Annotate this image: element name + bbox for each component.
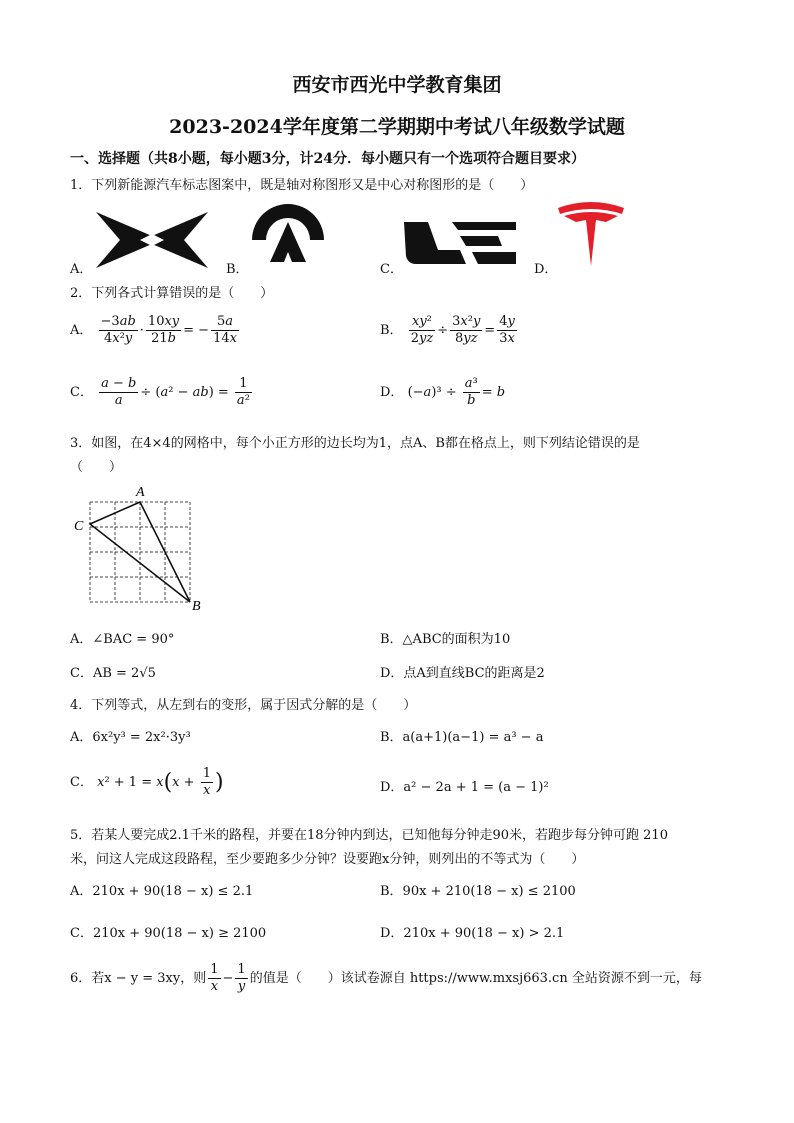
q6-prefix: 6．若x − y = 3xy，则 xyxy=(70,971,207,986)
q3-point-a: A xyxy=(136,485,145,500)
q3-option-a: A．∠BAC = 90° xyxy=(70,632,175,647)
q5-option-a: A．210x + 90(18 − x) ≤ 2.1 xyxy=(70,884,254,899)
question-3-paren: （ ） xyxy=(70,460,123,475)
q2-option-b: B． $\frac{\text{xy²}}{2yz}$ ÷ $\frac{\text{3x²y}}{8yz}$ = $\frac{4y}{3x}$ xyxy=(380,314,515,346)
q3-option-d: D．点A到直线BC的距离是2 xyxy=(380,666,545,681)
school-title: 西安市西光中学教育集团 xyxy=(292,74,502,96)
q4-option-c: C． x² + 1 = x(x + $\frac{1}{x}$ ) xyxy=(70,766,224,798)
q5-option-d: D．210x + 90(18 − x) > 2.1 xyxy=(380,926,565,941)
q3-grid-figure xyxy=(70,482,210,614)
q1-logo-b xyxy=(248,200,328,266)
q2-option-a-label: A． xyxy=(70,323,93,338)
q5-option-c: C．210x + 90(18 − x) ≥ 2100 xyxy=(70,926,267,941)
question-1-stem: 1．下列新能源汽车标志图案中，既是轴对称图形又是中心对称图形的是（ ） xyxy=(70,178,534,193)
question-3-stem: 3．如图，在4×4的网格中，每个小正方形的边长均为1，点A、B都在格点上，则下列结论错误的是 xyxy=(70,436,640,451)
q1-option-d-label: D． xyxy=(534,262,558,277)
q1-option-c-label: C． xyxy=(380,262,403,277)
q2-option-c: C． $\frac{a - b}{a}$ ÷ (a² − ab) = $\frac{1}{\text{a²}}$ xyxy=(70,376,250,408)
q1-option-a-label: A． xyxy=(70,262,93,277)
q4-option-d: D．a² − 2a + 1 = (a − 1)² xyxy=(380,780,549,795)
q5-option-b: B．90x + 210(18 − x) ≤ 2100 xyxy=(380,884,576,899)
q3-point-b: B xyxy=(192,599,201,614)
q3-point-c: C xyxy=(74,519,84,534)
question-5-line1: 5．若某人要完成2.1千米的路程，并要在18分钟内到达，已知他每分钟走90米，若跑步每分钟可跑 210 xyxy=(70,828,668,843)
q2-option-c-label: C． xyxy=(70,385,93,400)
q1-logo-a xyxy=(96,212,208,268)
q1-logo-d xyxy=(556,198,626,268)
q1-logo-c xyxy=(402,220,518,266)
q2-option-a: A． $\frac{-3ab}{\text{4x²y}}$ · $\frac{10xy}{21b}$ = − $\frac{5a}{14x}$ xyxy=(70,314,237,346)
q4-option-c-label: C． xyxy=(70,775,93,790)
section-heading: 一、选择题（共8小题，每小题3分，计24分．每小题只有一个选项符合题目要求） xyxy=(70,151,585,167)
question-5-line2: 米，问这人完成这段路程，至少要跑多少分钟？设要跑x分钟，则列出的不等式为（ ） xyxy=(70,852,585,867)
q6-suffix: 的值是（ ）该试卷源自 https://www.mxsj663.cn 全站资源不到一元，每 xyxy=(249,971,702,986)
question-6: 6．若x − y = 3xy，则 $\frac{1}{x}$ − $\frac{1}{y}$ 的值是（ ）该试卷源自 https://www.mxsj663.cn 全站资源不到一元，每 xyxy=(70,962,702,994)
q3-option-c: C．AB = 2√5 xyxy=(70,666,156,681)
q2-option-b-label: B． xyxy=(380,323,403,338)
q4-option-a: A．6x²y³ = 2x²·3y³ xyxy=(70,730,191,745)
q1-option-b-label: B． xyxy=(226,262,249,277)
q2-option-d: D． (−a)³ ÷ $\frac{\text{a³}}{b}$ = b xyxy=(380,376,506,408)
question-2-stem: 2．下列各式计算错误的是（ ） xyxy=(70,286,274,301)
q3-option-b: B．△ABC的面积为10 xyxy=(380,632,511,647)
question-4-stem: 4．下列等式，从左到右的变形，属于因式分解的是（ ） xyxy=(70,698,417,713)
exam-title: 2023-2024学年度第二学期期中考试八年级数学试题 xyxy=(169,116,625,138)
q2-option-d-label: D． xyxy=(380,385,404,400)
q4-option-b: B．a(a+1)(a−1) = a³ − a xyxy=(380,730,544,745)
